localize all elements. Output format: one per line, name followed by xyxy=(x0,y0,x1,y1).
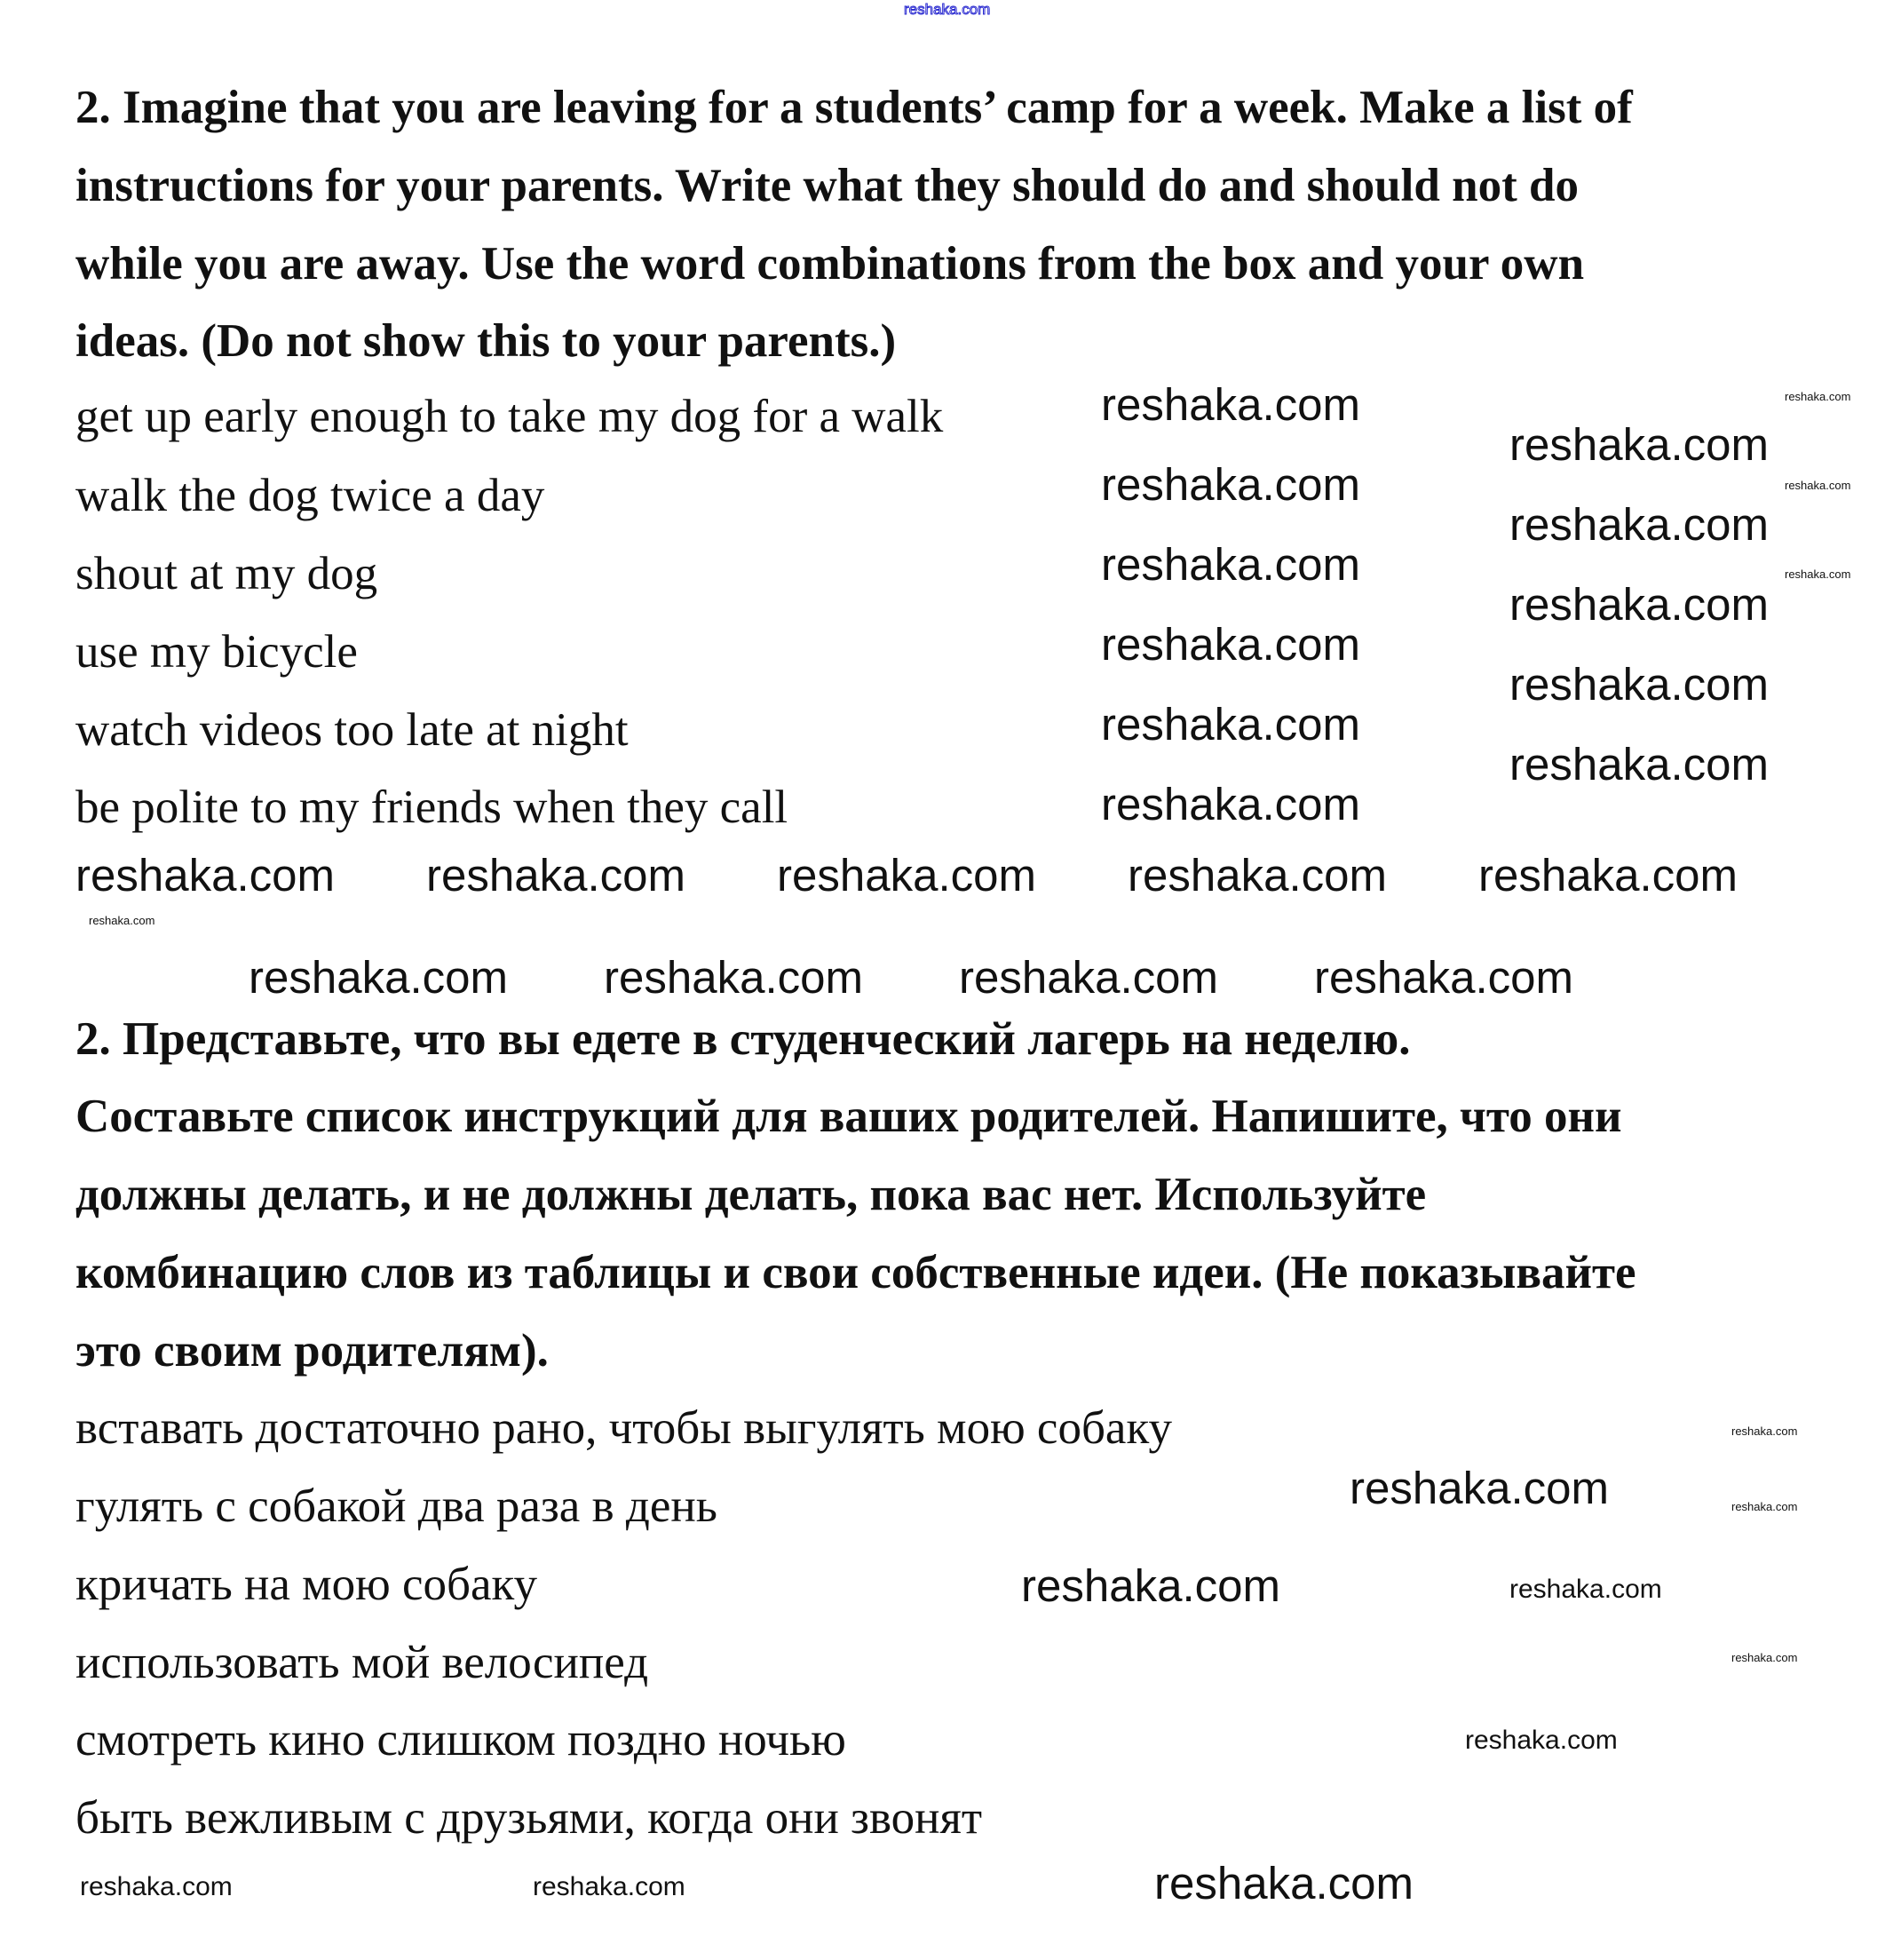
watermark: reshaka.com xyxy=(1101,539,1360,590)
list-item: watch videos too late at night xyxy=(75,704,629,756)
list-item: use my bicycle xyxy=(75,626,358,678)
task-en-line: ideas. (Do not show this to your parents.) xyxy=(75,315,897,367)
watermark: reshaka.com xyxy=(80,1872,233,1901)
watermark: reshaka.com xyxy=(1478,850,1738,901)
list-item: be polite to my friends when they call xyxy=(75,782,788,833)
task-ru-line: комбинацию слов из таблицы и свои собственные идеи. (Не показывайте xyxy=(75,1247,1636,1298)
watermark: reshaka.com xyxy=(1509,739,1769,790)
task-en-line: while you are away. Use the word combinations from the box and your own xyxy=(75,238,1585,290)
watermark: reshaka.com xyxy=(249,952,508,1003)
list-item: get up early enough to take my dog for a walk xyxy=(75,391,944,442)
watermark: reshaka.com xyxy=(1128,850,1387,901)
watermark: reshaka.com xyxy=(1785,390,1851,403)
task-en-line: instructions for your parents. Write what they should do and should not do xyxy=(75,160,1579,211)
watermark: reshaka.com xyxy=(89,914,155,927)
watermark: reshaka.com xyxy=(1465,1726,1618,1755)
task-ru-line: Составьте список инструкций для ваших родителей. Напишите, что они xyxy=(75,1091,1622,1142)
list-item: гулять с собакой два раза в день xyxy=(75,1480,717,1532)
watermark: reshaka.com xyxy=(604,952,863,1003)
watermark: reshaka.com xyxy=(1101,779,1360,829)
task-en-line: 2. Imagine that you are leaving for a students’ camp for a week. Make a list of xyxy=(75,82,1633,133)
task-ru-line: это своим родителям). xyxy=(75,1325,549,1377)
task-ru-line: 2. Представьте, что вы едете в студенческий лагерь на неделю. xyxy=(75,1013,1411,1065)
list-item: быть вежливым с друзьями, когда они звонят xyxy=(75,1792,983,1844)
watermark: reshaka.com xyxy=(1785,567,1851,581)
watermark: reshaka.com xyxy=(1154,1858,1414,1908)
header-watermark: reshaka.com xyxy=(904,1,991,18)
watermark: reshaka.com xyxy=(1509,659,1769,710)
watermark: reshaka.com xyxy=(1101,619,1360,670)
list-item: кричать на мою собаку xyxy=(75,1559,538,1610)
watermark: reshaka.com xyxy=(1509,499,1769,550)
list-item: смотреть кино слишком поздно ночью xyxy=(75,1714,846,1766)
list-item: использовать мой велосипед xyxy=(75,1637,649,1688)
list-item: shout at my dog xyxy=(75,548,378,599)
watermark: reshaka.com xyxy=(75,850,335,901)
watermark: reshaka.com xyxy=(1350,1463,1609,1513)
watermark: reshaka.com xyxy=(1021,1560,1280,1611)
watermark: reshaka.com xyxy=(426,850,685,901)
watermark: reshaka.com xyxy=(959,952,1218,1003)
watermark: reshaka.com xyxy=(1101,459,1360,510)
watermark: reshaka.com xyxy=(1731,1500,1798,1513)
list-item: вставать достаточно рано, чтобы выгулять мою собаку xyxy=(75,1402,1172,1454)
watermark: reshaka.com xyxy=(1314,952,1573,1003)
watermark: reshaka.com xyxy=(1509,419,1769,470)
watermark: reshaka.com xyxy=(1101,699,1360,750)
list-item: walk the dog twice a day xyxy=(75,470,545,521)
watermark: reshaka.com xyxy=(1731,1651,1798,1664)
watermark: reshaka.com xyxy=(533,1872,685,1901)
watermark: reshaka.com xyxy=(777,850,1036,901)
watermark: reshaka.com xyxy=(1785,479,1851,492)
watermark: reshaka.com xyxy=(1509,579,1769,630)
task-ru-line: должны делать, и не должны делать, пока вас нет. Используйте xyxy=(75,1169,1427,1220)
watermark: reshaka.com xyxy=(1509,1575,1662,1604)
watermark: reshaka.com xyxy=(1101,379,1360,430)
watermark: reshaka.com xyxy=(1731,1424,1798,1438)
